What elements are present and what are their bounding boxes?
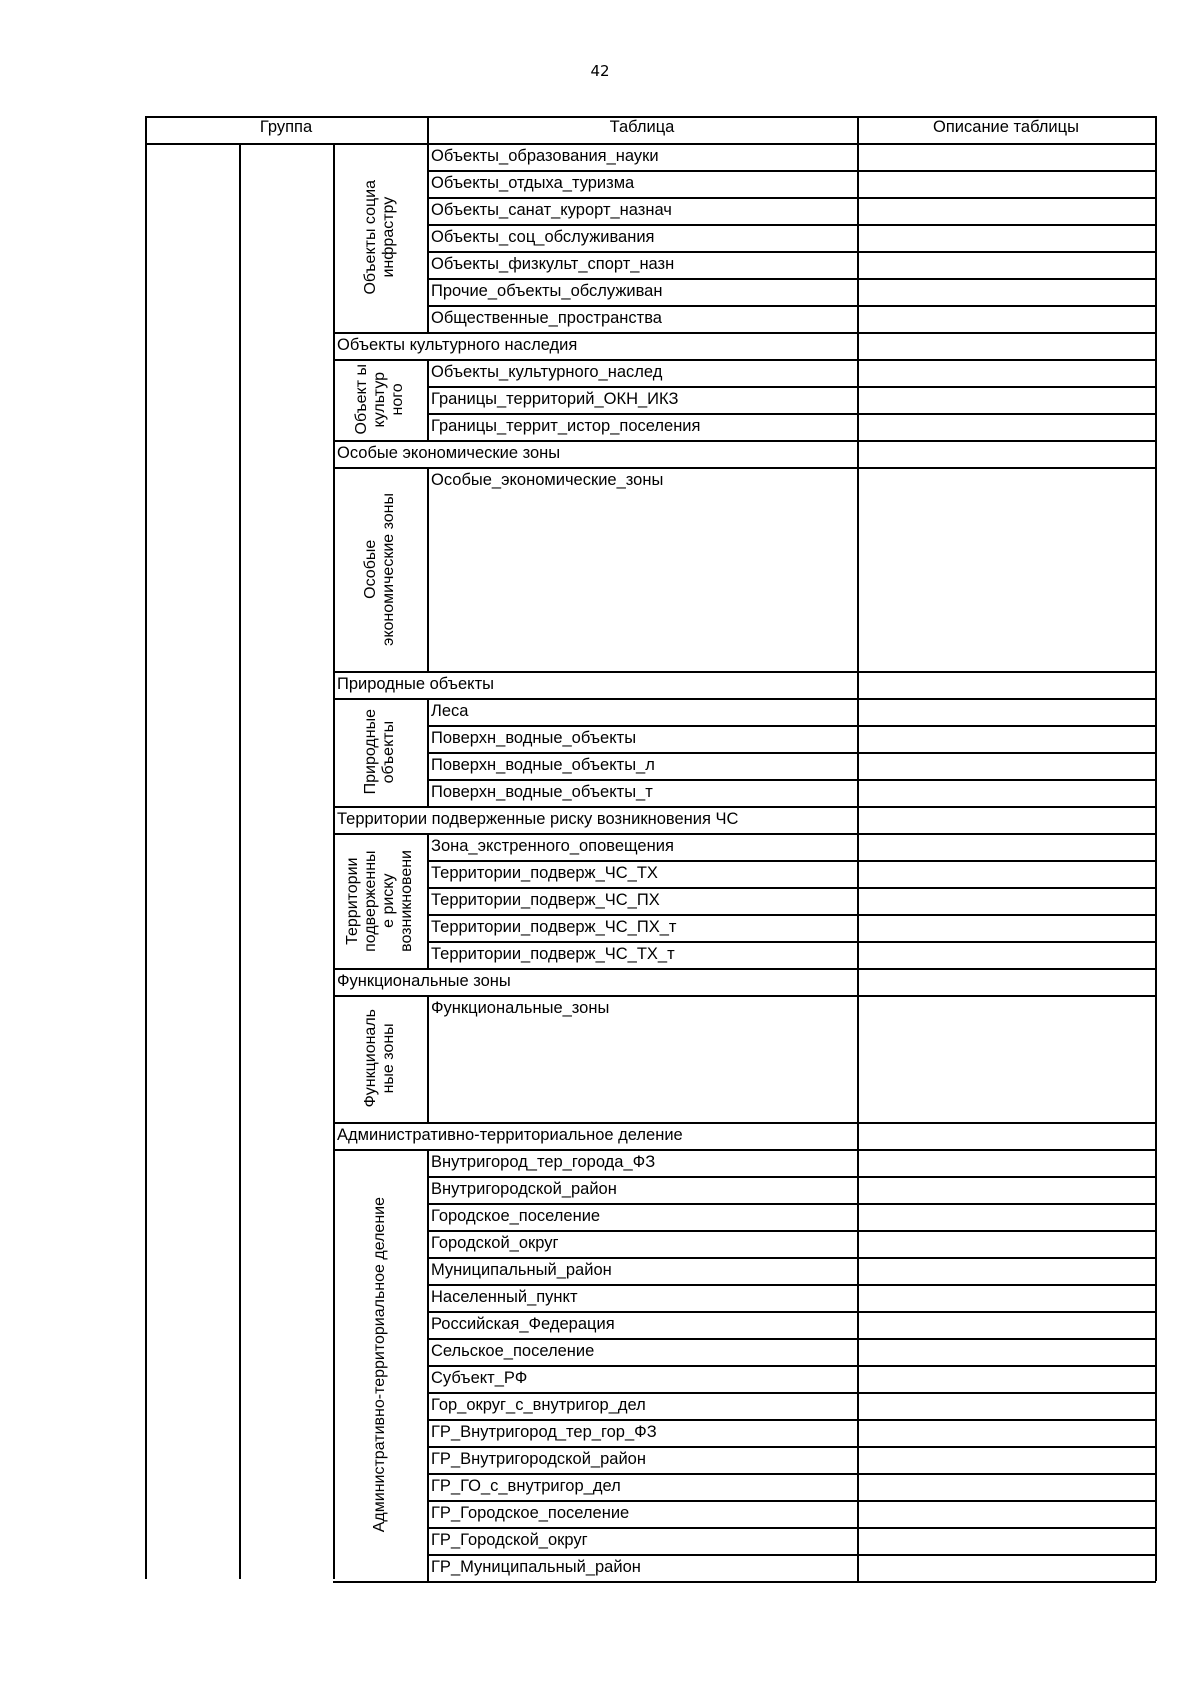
- header-group: Группа: [259, 118, 313, 136]
- table-name-cell: Леса: [431, 702, 469, 720]
- subgroup-label-label: Объект ы культур ного: [353, 364, 406, 435]
- table-name-cell: Границы_террит_истор_поселения: [431, 417, 701, 435]
- table-rule: [857, 1122, 859, 1149]
- subgroup-label-label: Объекты социа инфрастру: [362, 180, 397, 295]
- subgroup-label: [334, 834, 426, 967]
- header-divider: [857, 116, 859, 144]
- table-name-cell: Поверхн_водные_объекты: [431, 729, 637, 747]
- left-border: [145, 116, 147, 1579]
- table-name-cell: Российская_Федерация: [431, 1315, 615, 1333]
- section-title: Объекты культурного наследия: [337, 336, 578, 354]
- table-rule: [427, 995, 429, 1122]
- table-rule: [857, 671, 859, 698]
- table-name-cell: ГР_Внутригородской_район: [431, 1450, 646, 1468]
- table-name-cell: Особые_экономические_зоны: [431, 471, 664, 489]
- right-border: [1155, 806, 1157, 833]
- table-name-cell: Территории_подверж_ЧС_ТХ_т: [431, 945, 675, 963]
- subgroup-label-label: Территории подверженны е риску возникновени: [344, 849, 415, 952]
- section-title: Особые экономические зоны: [337, 444, 561, 462]
- table-name-cell: Внутригородской_район: [431, 1180, 617, 1198]
- right-border: [1155, 332, 1157, 359]
- table-rule: [857, 968, 859, 995]
- table-rule: [857, 806, 859, 833]
- table-name-cell: Сельское_поселение: [431, 1342, 595, 1360]
- right-border: [1155, 440, 1157, 467]
- table-top-border: [145, 116, 1156, 118]
- subgroup-label: [334, 144, 426, 331]
- table-name-cell: Поверхн_водные_объекты_т: [431, 783, 653, 801]
- table-name-cell: Внутригород_тер_города_ФЗ: [431, 1153, 656, 1171]
- header-table: Таблица: [609, 118, 675, 136]
- table-name-cell: Объекты_физкульт_спорт_назн: [431, 255, 675, 273]
- group-column-rule: [239, 143, 241, 1579]
- table-name-cell: Функциональные_зоны: [431, 999, 610, 1017]
- table-name-cell: ГР_Внутригород_тер_гор_ФЗ: [431, 1423, 657, 1441]
- table-rule: [427, 833, 429, 968]
- table-name-cell: Гор_округ_с_внутригор_дел: [431, 1396, 646, 1414]
- table-name-cell: Объекты_соц_обслуживания: [431, 228, 655, 246]
- table-name-cell: Объекты_культурного_наслед: [431, 363, 663, 381]
- page-number: 42: [590, 62, 610, 80]
- subgroup-label: [334, 1150, 426, 1580]
- section-title: Природные объекты: [337, 675, 494, 693]
- table-name-cell: Субъект_РФ: [431, 1369, 528, 1387]
- table-name-cell: Общественные_пространства: [431, 309, 662, 327]
- table-name-cell: Территории_подверж_ЧС_ТХ: [431, 864, 658, 882]
- header-description: Описание таблицы: [933, 118, 1079, 136]
- right-border: [1155, 116, 1157, 144]
- table-rule: [857, 440, 859, 467]
- table-name-cell: ГР_Городской_округ: [431, 1531, 588, 1549]
- subgroup-label: [334, 360, 426, 439]
- table-name-cell: ГР_Городское_поселение: [431, 1504, 630, 1522]
- right-border: [1155, 1122, 1157, 1149]
- right-border: [1155, 995, 1157, 1122]
- table-name-cell: Территории_подверж_ЧС_ПХ: [431, 891, 660, 909]
- row-rule: [333, 1581, 1156, 1583]
- table-name-cell: Зона_экстренного_оповещения: [431, 837, 674, 855]
- table-rule: [857, 359, 859, 440]
- table-name-cell: Объекты_отдыха_туризма: [431, 174, 635, 192]
- header-divider: [427, 116, 429, 144]
- right-border: [1155, 359, 1157, 440]
- table-name-cell: Населенный_пункт: [431, 1288, 578, 1306]
- table-name-cell: Границы_территорий_ОКН_ИКЗ: [431, 390, 679, 408]
- table-name-cell: ГР_Муниципальный_район: [431, 1558, 641, 1576]
- section-title: Функциональные зоны: [337, 972, 511, 990]
- right-border: [1155, 968, 1157, 995]
- table-rule: [857, 995, 859, 1122]
- subgroup-label: [334, 996, 426, 1121]
- table-name-cell: Объекты_образования_науки: [431, 147, 659, 165]
- table-rule: [857, 467, 859, 671]
- table-name-cell: Городской_округ: [431, 1234, 559, 1252]
- subgroup-label-label: Природные объекты: [362, 709, 397, 795]
- right-border: [1155, 467, 1157, 671]
- table-name-cell: Поверхн_водные_объекты_л: [431, 756, 655, 774]
- subgroup-label: [334, 468, 426, 670]
- section-title: Территории подверженные риску возникновения ЧС: [337, 810, 739, 828]
- table-name-cell: Муниципальный_район: [431, 1261, 612, 1279]
- subgroup-label-label: Особые экономические зоны: [362, 492, 397, 646]
- table-rule: [427, 359, 429, 440]
- subgroup-label: [334, 699, 426, 805]
- right-border: [1155, 671, 1157, 698]
- table-name-cell: Прочие_объекты_обслуживан: [431, 282, 663, 300]
- table-name-cell: Объекты_санат_курорт_назнач: [431, 201, 672, 219]
- subgroup-label-label: Административно-территориальное деление: [371, 1197, 388, 1533]
- table-rule: [857, 833, 859, 968]
- table-name-cell: Городское_поселение: [431, 1207, 601, 1225]
- section-title: Административно-территориальное деление: [337, 1126, 683, 1144]
- table-name-cell: ГР_ГО_с_внутригор_дел: [431, 1477, 621, 1495]
- table-name-cell: Территории_подверж_ЧС_ПХ_т: [431, 918, 677, 936]
- table-rule: [857, 332, 859, 359]
- right-border: [1155, 833, 1157, 968]
- subgroup-label-label: Функциональ ные зоны: [362, 1009, 397, 1108]
- table-rule: [427, 467, 429, 671]
